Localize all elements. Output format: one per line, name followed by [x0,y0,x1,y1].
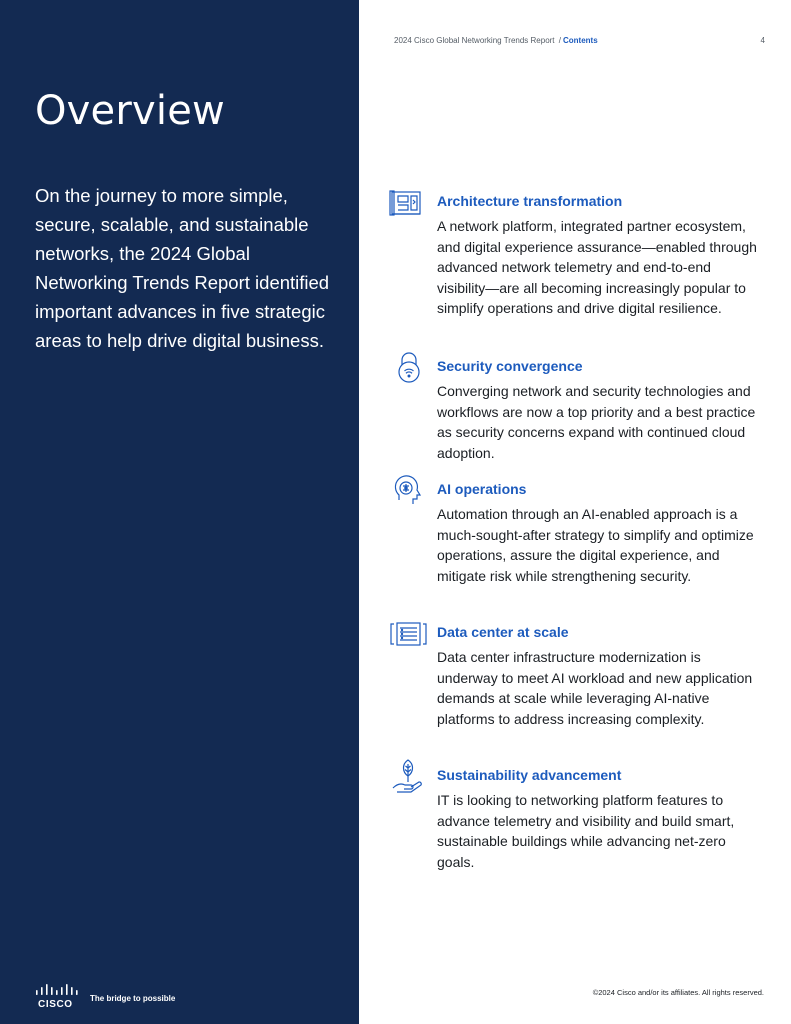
architecture-blueprint-icon [389,190,429,220]
overview-intro: On the journey to more simple, secure, scalable, and sustainable networks, the 2024 Global Networking Trends Report identified important advances in five strategic areas to help drive digital business. [35,185,330,351]
topic-description: Automation through an AI-enabled approach is a much-sought-after strategy to simplify and optimize operations, assure the digital experience, and mitigate risk while strengthening security. [437,506,754,584]
report-name: 2024 Cisco Global Networking Trends Report [394,36,555,45]
cisco-logo [35,983,85,1011]
topic-title: Architecture transformation [437,193,623,209]
topic-description: Data center infrastructure modernization is underway to meet AI workload and new application demands at scale while leveraging AI-native platforms to address increasing complexity. [437,649,753,727]
topic-description: IT is looking to networking platform features to advance telemetry and visibility and build smart, sustainable buildings while advancing net-zero goals. [437,792,735,870]
topic-description: Converging network and security technologies and workflows are now a top priority and a best practice as security concerns expand with continued cloud adoption. [437,383,756,461]
leaf-hand-icon [389,764,429,794]
tagline: The bridge to possible [90,994,176,1003]
breadcrumb-separator: / [558,36,561,45]
page-number: 4 [760,36,765,45]
topic-title: Security convergence [437,358,583,374]
ai-head-icon [389,478,429,508]
running-header [394,36,765,45]
topic-title: Sustainability advancement [437,767,622,783]
topic-title: AI operations [437,481,527,497]
cisco-logo-text: CISCO [38,999,73,1010]
topic-description: A network platform, integrated partner ecosystem, and digital experience assurance—enabled through advanced network telemetry and end-to-end visibility—are all becoming increasingly popular to simplify operations and drive digital resilience. [437,218,757,317]
padlock-wifi-icon [389,355,429,385]
left-panel [0,0,359,1024]
topic-title: Data center at scale [437,624,569,640]
contents-link[interactable]: Contents [563,36,598,45]
page-title: Overview [35,88,225,134]
copyright-notice: ©2024 Cisco and/or its affiliates. All rights reserved. [592,988,764,997]
server-rack-icon [389,621,429,651]
